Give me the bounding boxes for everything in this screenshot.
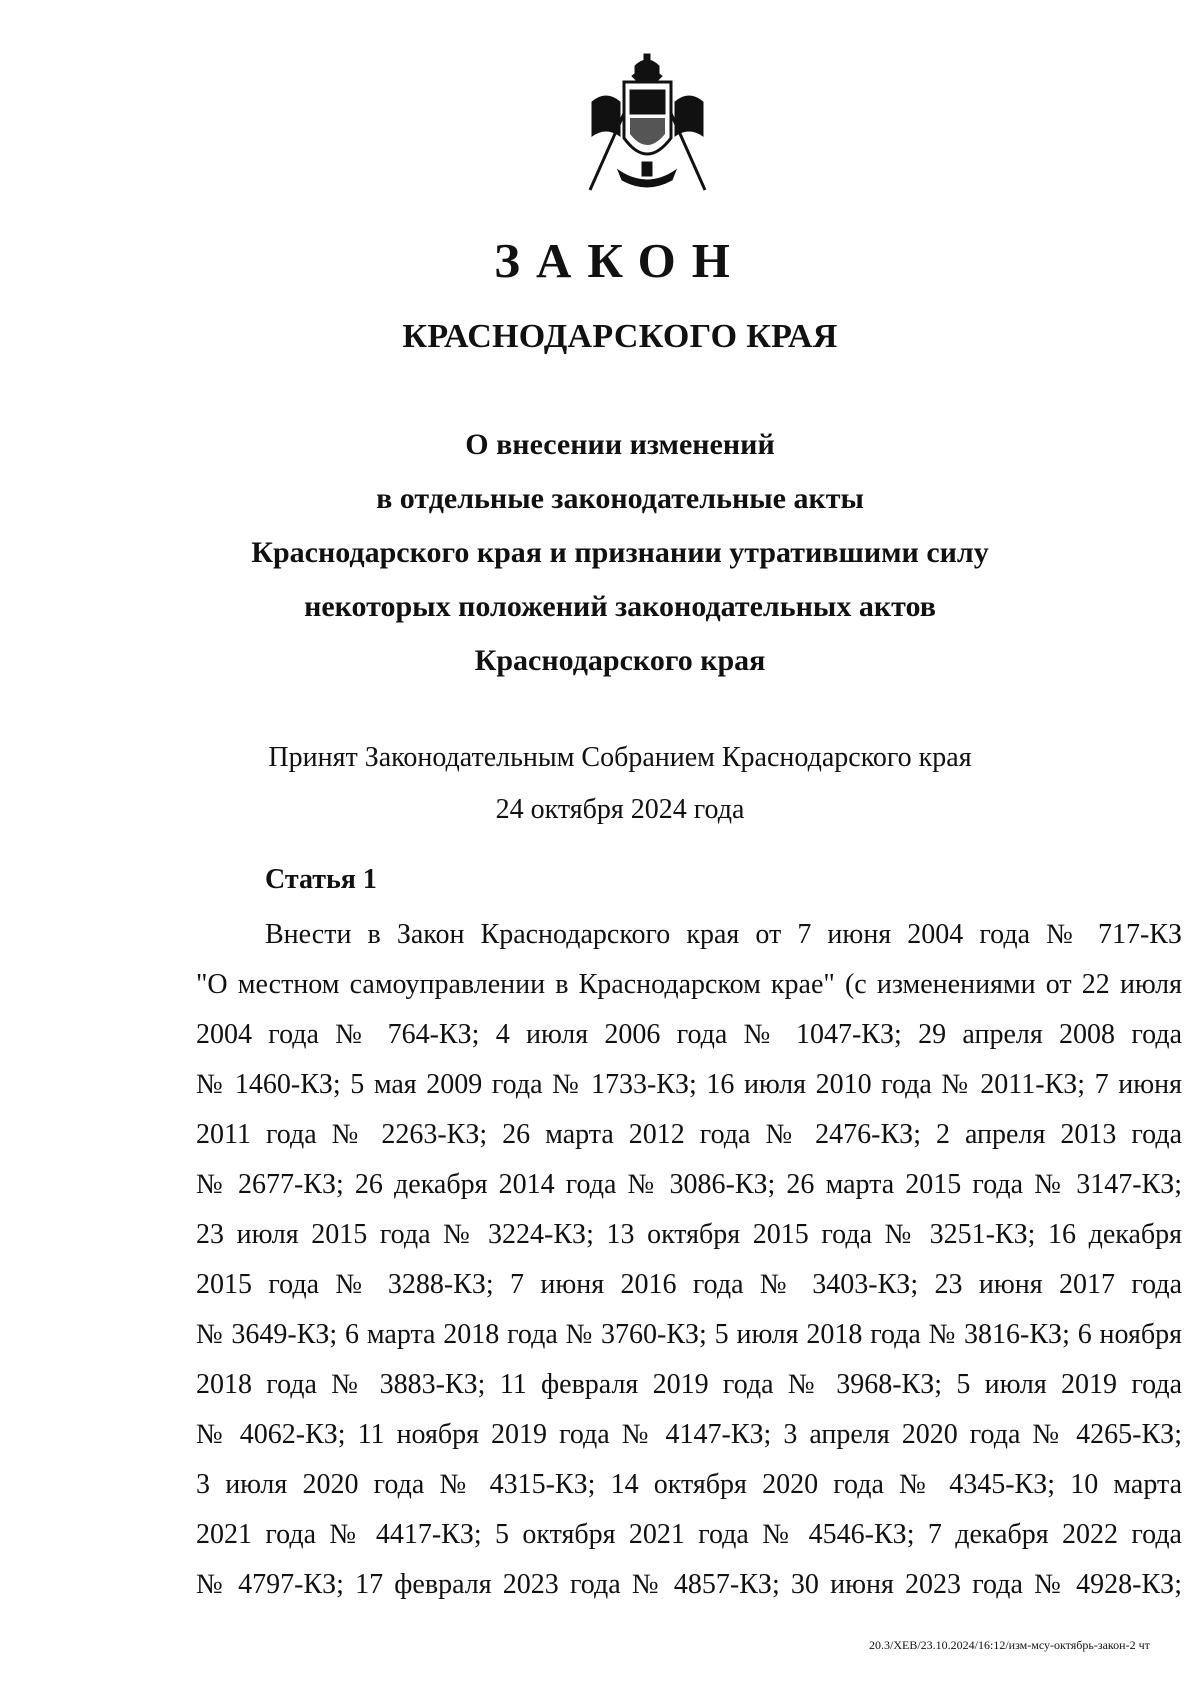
subject-line: в отдельные законодательные акты xyxy=(376,482,864,515)
article-line: 2015 года № 3288-КЗ; 7 июня 2016 года № 3403-КЗ; 23 июня 2017 года xyxy=(196,1269,1182,1300)
article-line: № 1460-КЗ; 5 мая 2009 года № 1733-КЗ; 16 июля 2010 года № 2011-КЗ; 7 июня xyxy=(196,1069,1182,1100)
article-line: 2021 года № 4417-КЗ; 5 октября 2021 года № 4546-КЗ; 7 декабря 2022 года xyxy=(196,1519,1182,1550)
article-heading: Статья 1 xyxy=(265,864,377,895)
article-line: 2011 года № 2263-КЗ; 26 марта 2012 года № 2476-КЗ; 2 апреля 2013 года xyxy=(196,1119,1182,1150)
article-line: 3 июля 2020 года № 4315-КЗ; 14 октября 2020 года № 4345-КЗ; 10 марта xyxy=(196,1469,1182,1500)
article-line: № 4797-КЗ; 17 февраля 2023 года № 4857-КЗ; 30 июня 2023 года № 4928-КЗ; xyxy=(196,1569,1182,1600)
region-title: КРАСНОДАРСКОГО КРАЯ xyxy=(402,318,838,355)
article-line: Внести в Закон Краснодарского края от 7 июня 2004 года № 717-КЗ xyxy=(265,919,1182,950)
subject-line: Краснодарского края xyxy=(474,644,766,677)
article-line: 2018 года № 3883-КЗ; 11 февраля 2019 года № 3968-КЗ; 5 июля 2019 года xyxy=(196,1369,1182,1400)
article-line: № 4062-КЗ; 11 ноября 2019 года № 4147-КЗ; 3 апреля 2020 года № 4265-КЗ; xyxy=(196,1419,1182,1450)
article-line: "О местном самоуправлении в Краснодарском крае" (с изменениями от 22 июля xyxy=(196,969,1182,1000)
coat-of-arms-icon xyxy=(580,52,715,194)
article-line: 23 июля 2015 года № 3224-КЗ; 13 октября 2015 года № 3251-КЗ; 16 декабря xyxy=(196,1219,1182,1250)
subject-line: некоторых положений законодательных актов xyxy=(304,590,936,623)
adoption-date: 24 октября 2024 года xyxy=(495,794,745,825)
subject-line: О внесении изменений xyxy=(465,428,775,461)
law-subject xyxy=(0,418,1200,688)
article-body xyxy=(196,910,1182,1610)
adoption-body: Принят Законодательным Собранием Краснодарского края xyxy=(268,742,972,773)
adoption-info xyxy=(0,732,1200,836)
article-line: № 2677-КЗ; 26 декабря 2014 года № 3086-КЗ; 26 марта 2015 года № 3147-КЗ; xyxy=(196,1169,1182,1200)
article-line: № 3649-КЗ; 6 марта 2018 года № 3760-КЗ; 5 июля 2018 года № 3816-КЗ; 6 ноября xyxy=(196,1319,1182,1350)
footer-doc-code: 20.3/ХЕВ/23.10.2024/16:12/изм-мсу-октябрь-закон-2 чт xyxy=(869,1638,1150,1652)
law-title: ЗАКОН xyxy=(494,233,746,288)
subject-line: Краснодарского края и признании утратившими силу xyxy=(251,536,989,569)
article-line: 2004 года № 764-КЗ; 4 июля 2006 года № 1047-КЗ; 29 апреля 2008 года xyxy=(196,1019,1182,1050)
